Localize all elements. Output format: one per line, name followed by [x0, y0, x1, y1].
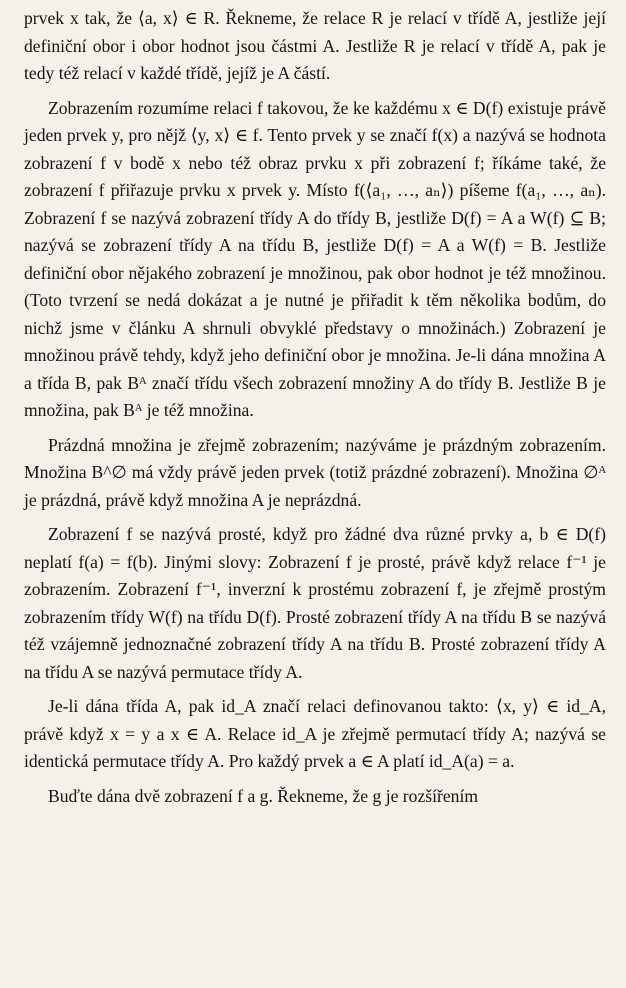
- paragraph-identity-permutation: Je-li dána třída A, pak id_A značí relaci definovanou takto: ⟨x, y⟩ ∈ id_A, právě když x = y a x ∈ A. Relace id_A je zřejmě permutací třídy A; nazývá se identická permutace třídy A. Pro každý prvek a ∈ A platí id_A(a) = a.: [24, 696, 606, 771]
- paragraph-empty-mapping: Prázdná množina je zřejmě zobrazením; nazýváme je prázdným zobrazením. Množina B^∅ má vždy právě jeden prvek (totiž prázdné zobrazení). Množina ∅ᴬ je prázdná, právě když množina A je neprázdná.: [24, 434, 606, 510]
- paragraph-injective-mapping: Zobrazení f se nazývá prosté, když pro žádné dva různé prvky a, b ∈ D(f) neplatí f(a) = f(b). Jinými slovy: Zobrazení f je prosté, právě když relace f⁻¹ je zobrazením. Zobrazení f⁻¹, inverzní k prostému zobrazení f, je zřejmě prostým zobrazením třídy W(f) na třídu D(f). Prosté zobrazení třídy A na třídu B se nazývá též vzájemně jednoznačné zobrazení třídy A na třídu B. Prosté zobrazení třídy A na třídu A se nazývá permutace třídy A.: [24, 524, 606, 682]
- paragraph-relation-definition: prvek x tak, že ⟨a, x⟩ ∈ R. Řekneme, že relace R je relací v třídě A, jestliže její definiční obor i obor hodnot jsou částmi A. Jestliže R je relací v třídě A, pak je tedy též relací v každé třídě, jejíž je A částí.: [24, 8, 606, 83]
- paragraph-extension: Buďte dána dvě zobrazení f a g. Řekneme, že g je rozšířením: [48, 785, 479, 806]
- paragraph-mapping-definition: Zobrazením rozumíme relaci f takovou, že ke každému x ∈ D(f) existuje právě jeden prvek y, pro nějž ⟨y, x⟩ ∈ f. Tento prvek y se značí f(x) a nazývá se hodnota zobrazení f v bodě x nebo též obraz prvku x při zobrazení f; říkáme také, že zobrazení f přiřazuje prvku x prvek y. Místo f(⟨a₁, …, aₙ⟩) píšeme f(a₁, …, aₙ). Zobrazení f se nazývá zobrazení třídy A do třídy B, jestliže D(f) = A a W(f) ⊆ B; nazývá se zobrazení třídy A na třídu B, jestliže D(f) = A a W(f) = B. Jestliže definiční obor nějakého zobrazení je množinou, pak obor hodnot je též množinou. (Toto tvrzení se nedá dokázat a je nutné je přiřadit k těm několika bodům, do nichž jsme v článku A shrnuli obvyklé představy o množinách.) Zobrazení je množinou právě tehdy, když jeho definiční obor je množina. Je-li dána množina A a třída B, pak Bᴬ značí třídu všech zobrazení množiny A do třídy B. Jestliže B je množina, pak Bᴬ je též množina.: [24, 97, 606, 420]
